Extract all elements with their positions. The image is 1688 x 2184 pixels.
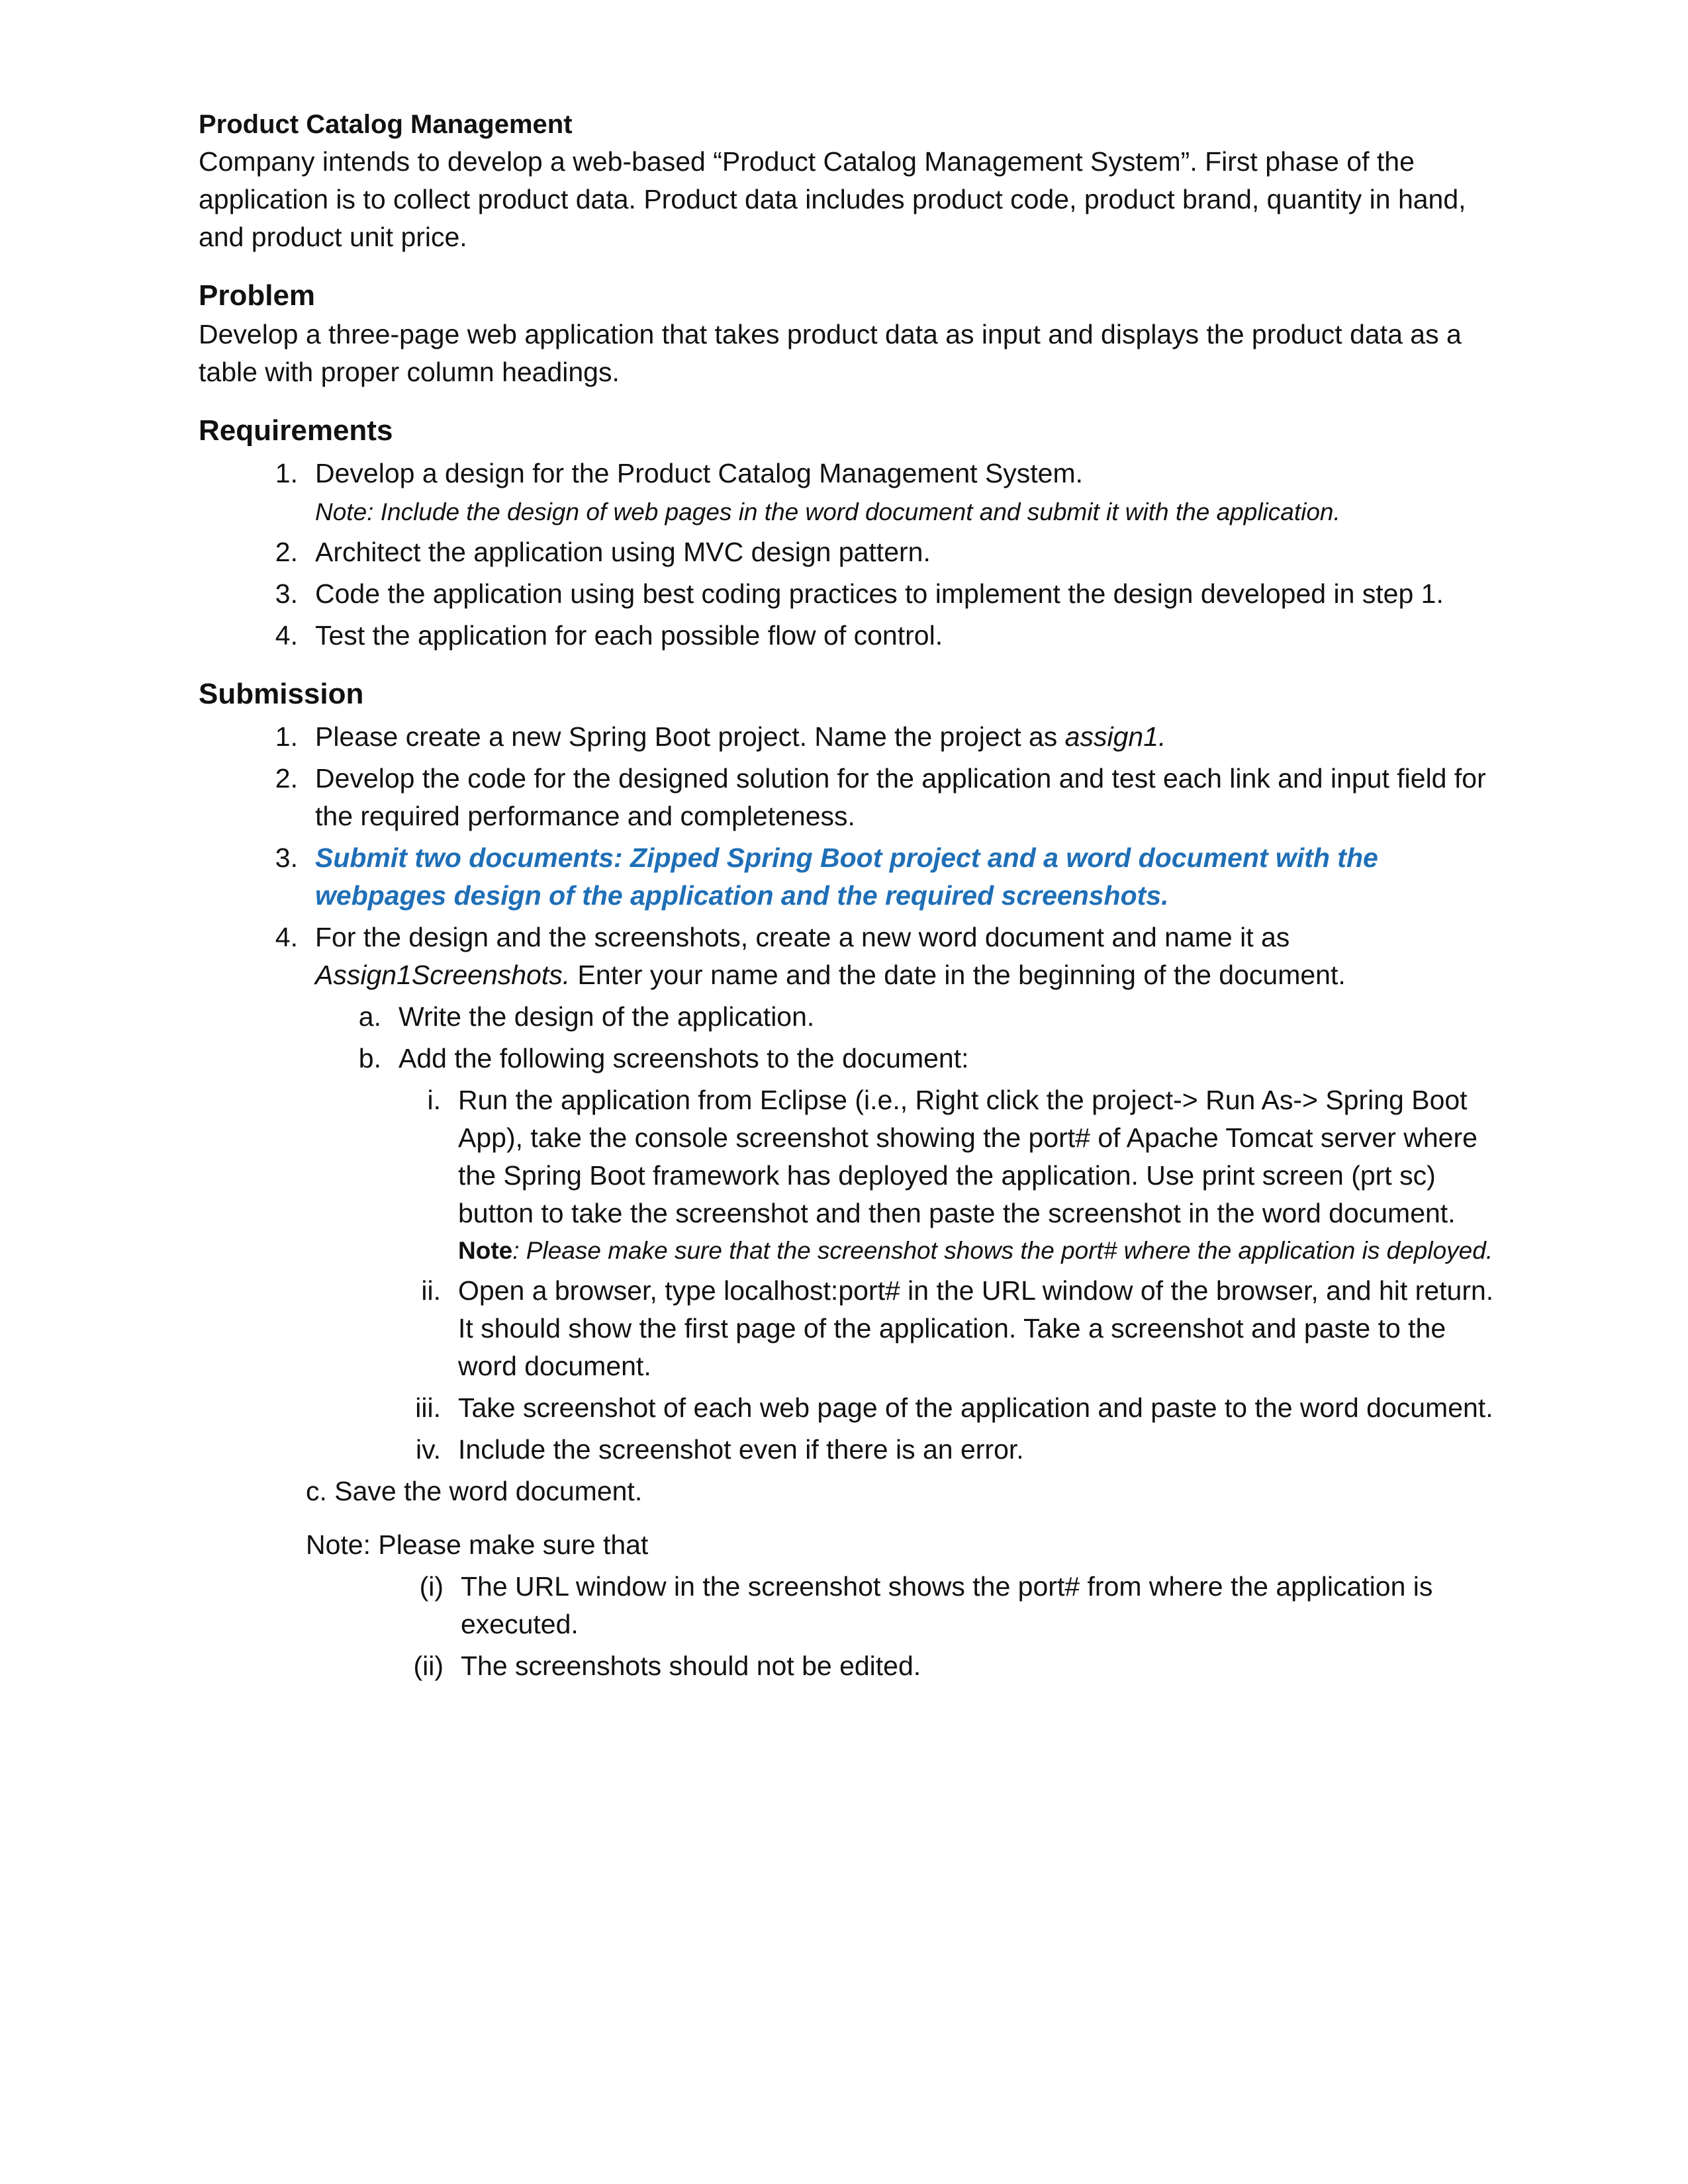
roman-item-text: Open a browser, type localhost:port# in the URL window of the browser, and hit return. It should show the first page of the application. Take a screenshot and paste to the word document. <box>458 1275 1494 1381</box>
list-paren-roman: (ii) <box>413 1651 444 1681</box>
list-letter: b. <box>358 1043 381 1073</box>
list-number: 3. <box>275 842 298 873</box>
list-number: 3. <box>275 578 298 609</box>
submission-item-2 <box>199 760 1509 835</box>
list-number: 1. <box>275 458 298 488</box>
list-number: 2. <box>275 763 298 794</box>
requirement-text: Develop a design for the Product Catalog Management System. <box>315 458 1084 488</box>
roman-item-i <box>381 1081 1509 1268</box>
requirement-note: Note: Include the design of web pages in the word document and submit it with the application. <box>315 498 1340 525</box>
sub-item-a <box>298 998 1509 1036</box>
requirement-item-4 <box>199 617 1509 655</box>
list-roman: i. <box>427 1085 441 1115</box>
list-roman: iv. <box>416 1434 441 1465</box>
requirement-item-1 <box>199 455 1509 529</box>
note-text: : Please make sure that the screenshot shows the port# where the application is deployed. <box>512 1237 1493 1264</box>
list-letter: a. <box>358 1001 381 1032</box>
submission-emphasis-text: Submit two documents: Zipped Spring Boot project and a word document with the webpages design of the application and the required screenshots. <box>315 842 1378 911</box>
intro-paragraph: Company intends to develop a web-based “Product Catalog Management System”. First phase of the application is to collect product data. Product data includes product code, product brand, quantity in hand, and product unit price. <box>199 146 1466 252</box>
list-number: 1. <box>275 721 298 752</box>
document-title: Product Catalog Management <box>199 110 573 139</box>
sub-item-text: Write the design of the application. <box>399 1001 815 1032</box>
sub-item-text: Add the following screenshots to the document: <box>399 1043 969 1073</box>
list-roman: ii. <box>421 1275 441 1306</box>
final-note-text: The URL window in the screenshot shows the port# from where the application is executed. <box>461 1571 1433 1639</box>
submission-heading: Submission <box>199 678 364 710</box>
submission-item-1 <box>199 718 1509 756</box>
roman-item-iii <box>381 1389 1509 1427</box>
final-note-item-ii <box>357 1647 1509 1685</box>
list-number: 4. <box>275 922 298 952</box>
document-content <box>199 106 1509 1685</box>
list-number: 2. <box>275 537 298 567</box>
problem-heading: Problem <box>199 279 316 312</box>
requirement-text: Architect the application using MVC design pattern. <box>315 537 931 567</box>
roman-item-text: Include the screenshot even if there is an error. <box>458 1434 1024 1465</box>
problem-text: Develop a three-page web application that takes product data as input and displays the product data as a table with proper column headings. <box>199 319 1462 387</box>
note-label: Note <box>458 1237 513 1264</box>
submission-item-4 <box>199 919 1509 994</box>
submission-text: For the design and the screenshots, create a new word document and name it as <box>315 922 1290 952</box>
final-note-item-i <box>357 1568 1509 1643</box>
final-note-text: The screenshots should not be edited. <box>461 1651 921 1681</box>
requirements-heading: Requirements <box>199 414 393 447</box>
roman-item-iv <box>381 1431 1509 1469</box>
sub-item-b <box>298 1040 1509 1077</box>
list-roman: iii. <box>415 1392 441 1423</box>
requirement-item-3 <box>199 575 1509 613</box>
submission-text: Develop the code for the designed solution for the application and test each link and input field for the required performance and completeness. <box>315 763 1486 831</box>
document-name: Assign1Screenshots. <box>315 960 571 990</box>
list-paren-roman: (i) <box>419 1571 444 1602</box>
submission-text: Please create a new Spring Boot project. Name the project as <box>315 721 1065 752</box>
roman-item-note <box>458 1234 1509 1268</box>
final-note-lead: Note: Please make sure that <box>306 1529 649 1560</box>
roman-item-text: Run the application from Eclipse (i.e., Right click the project-> Run As-> Spring Boot App), take the console screenshot showing the port# of Apache Tomcat server where the Spring Boot framework has deployed the application. Use print screen (prt sc) button to take the screenshot and then paste the screenshot in the word document. <box>458 1085 1477 1228</box>
roman-item-ii <box>381 1272 1509 1385</box>
requirement-text: Test the application for each possible flow of control. <box>315 620 943 651</box>
requirement-text: Code the application using best coding practices to implement the design developed in step 1. <box>315 578 1444 609</box>
sub-item-c: c. Save the word document. <box>306 1476 643 1506</box>
submission-text-after: Enter your name and the date in the beginning of the document. <box>570 960 1346 990</box>
roman-item-text: Take screenshot of each web page of the application and paste to the word document. <box>458 1392 1493 1423</box>
requirement-item-2 <box>199 533 1509 571</box>
project-name: assign1. <box>1064 721 1166 752</box>
submission-item-3 <box>199 839 1509 915</box>
list-number: 4. <box>275 620 298 651</box>
